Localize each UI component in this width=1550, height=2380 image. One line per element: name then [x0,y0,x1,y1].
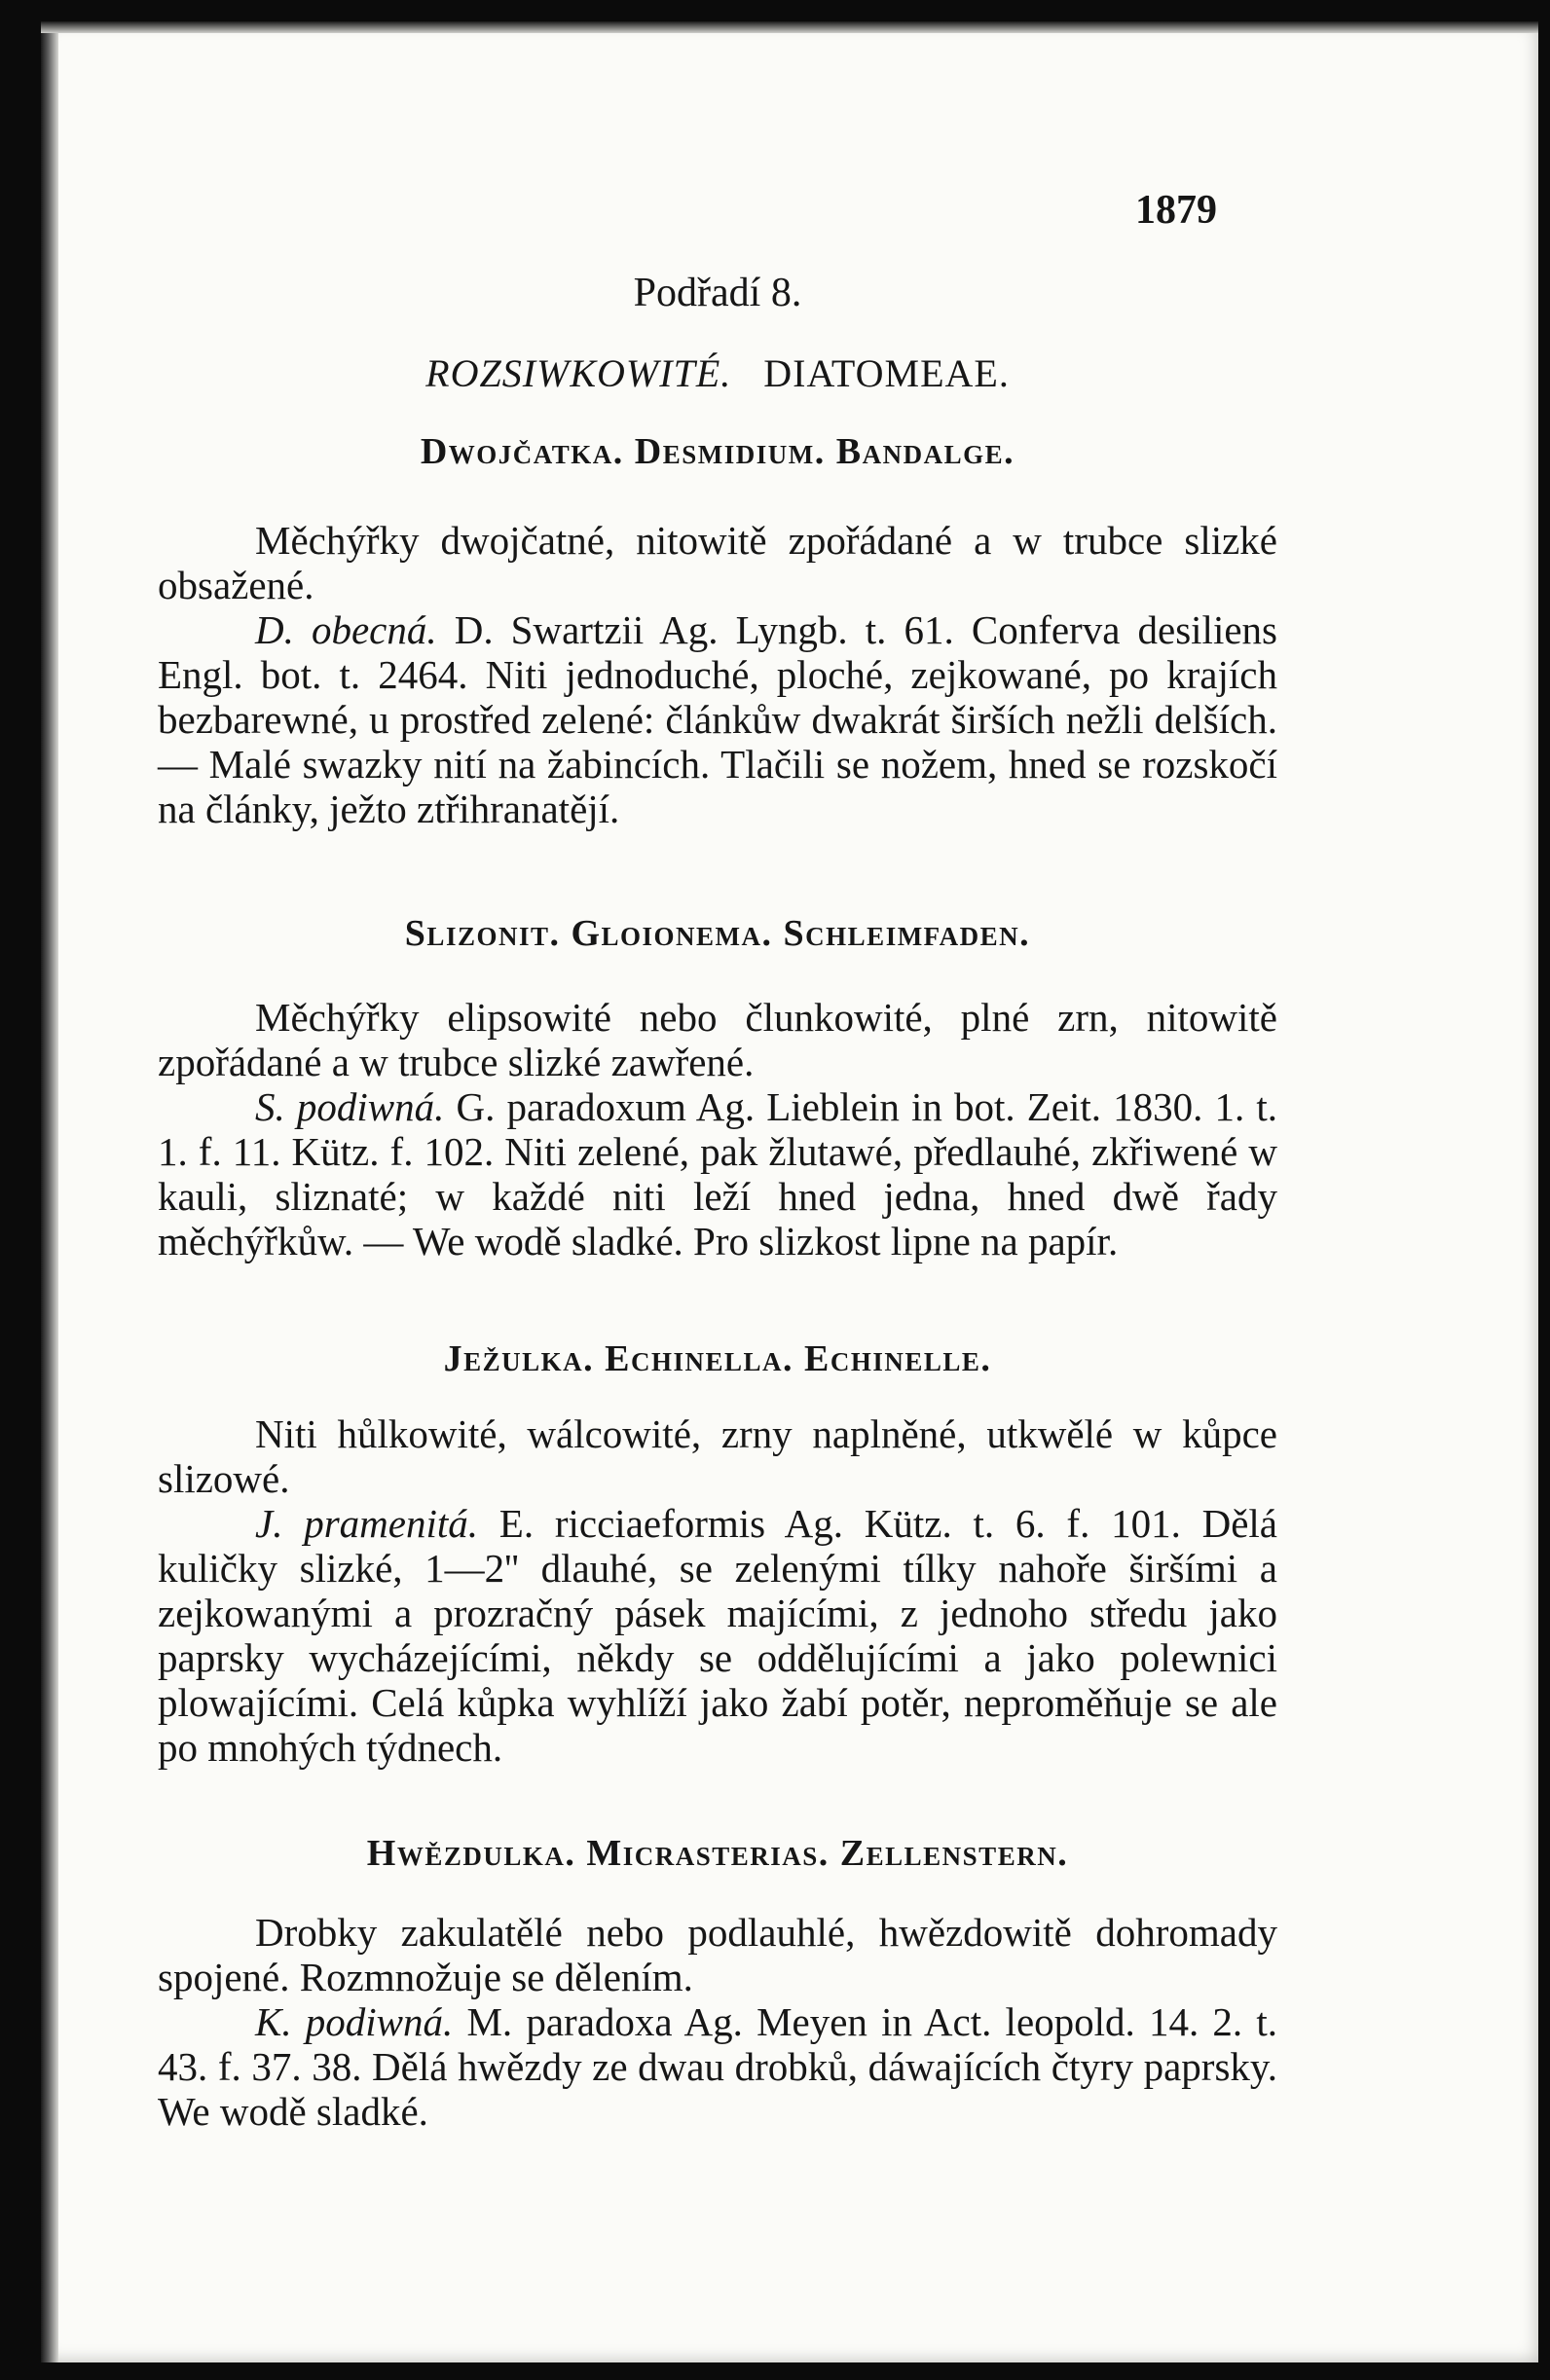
species-text-3: E. ricciaeformis Ag. Kütz. t. 6. f. 101. Dělá kuličky slizké, 1—2'' dlauhé, se zelenými tílky nahoře širšími a zejkowanými a prozračný pásek majícími, z jednoho středu jako paprsky wycházejícími, někdy se oddělujícími a jako polewnici plowajícími. Celá kůpka wyhlíží jako žabí potěr, neproměňuje se ale po mnohých týdnech. [158,1501,1277,1770]
genus-heading-2: Slizonit. Gloionema. Schleimfaden. [404,913,1031,954]
family-title [158,350,1277,396]
species-entry-4 [158,1999,1277,2134]
species-entry-1 [158,607,1277,831]
genus-block-2 [158,995,1277,1263]
species-text-4: M. paradoxa Ag. Meyen in Act. leopold. 14. 2. t. 43. f. 37. 38. Dělá hwězdy ze dwau drobků, dáwajících čtyry paprsky. We wodě sladké. [158,1999,1277,2134]
species-name-1: D. obecná. [255,607,437,652]
species-text-2: G. paradoxum Ag. Lieblein in bot. Zeit. 1830. 1. t. 1. f. 11. Kütz. f. 102. Niti zelené, pak žlutawé, předlauhé, zkřiwené w kauli, sliznaté; w každé niti leží hned jedna, hned dwě řady měchýřkůw. — We wodě sladké. Pro slizkost lipne na papír. [158,1084,1277,1263]
genus-block-4 [158,1910,1277,2134]
species-text-1: D. Swartzii Ag. Lyngb. t. 61. Conferva desiliens Engl. bot. t. 2464. Niti jednoduché, ploché, zejkowané, po krajích bezbarewné, u prostřed zelené: článkůw dwakrát širších nežli delších. — Malé swazky nití na žabincích. Tlačili se nožem, hned se rozskočí na články, ježto ztřihranatějí. [158,607,1277,831]
page-number: 1879 [1135,188,1217,233]
genus-heading-4: Hwězdulka. Micrasterias. Zellenstern. [366,1833,1069,1874]
genus-description-1: Měchýřky dwojčatné, nitowitě zpořádané a w trubce slizké obsažené. [158,518,1277,607]
page-top-edge [41,21,1538,33]
species-entry-2 [158,1084,1277,1263]
order-title: Podřadí 8. [633,271,802,315]
genus-description-4: Drobky zakulatělé nebo podlauhlé, hwězdowitě dohromady spojené. Rozmnožuje se dělením. [158,1910,1277,1999]
species-name-3: J. pramenitá. [255,1501,479,1546]
species-name-2: S. podiwná. [255,1084,445,1129]
family-latin-name: DIATOMEAE. [763,351,1010,395]
species-name-4: K. podiwná. [255,1999,454,2044]
page-gutter [41,21,58,2362]
family-czech-name: ROZSIWKOWITÉ. [425,351,732,395]
genus-description-3: Niti hůlkowité, wálcowité, zrny naplněné, utkwělé w kůpce slizowé. [158,1411,1277,1501]
genus-block-3 [158,1411,1277,1770]
genus-heading-1: Dwojčatka. Desmidium. Bandalge. [420,431,1015,472]
species-entry-3 [158,1501,1277,1770]
book-page [41,21,1538,2362]
genus-block-1 [158,518,1277,831]
genus-heading-3: Ježulka. Echinella. Echinelle. [443,1338,992,1379]
genus-description-2: Měchýřky elipsowité nebo člunkowité, plné zrn, nitowitě zpořádané a w trubce slizké zawřené. [158,995,1277,1084]
